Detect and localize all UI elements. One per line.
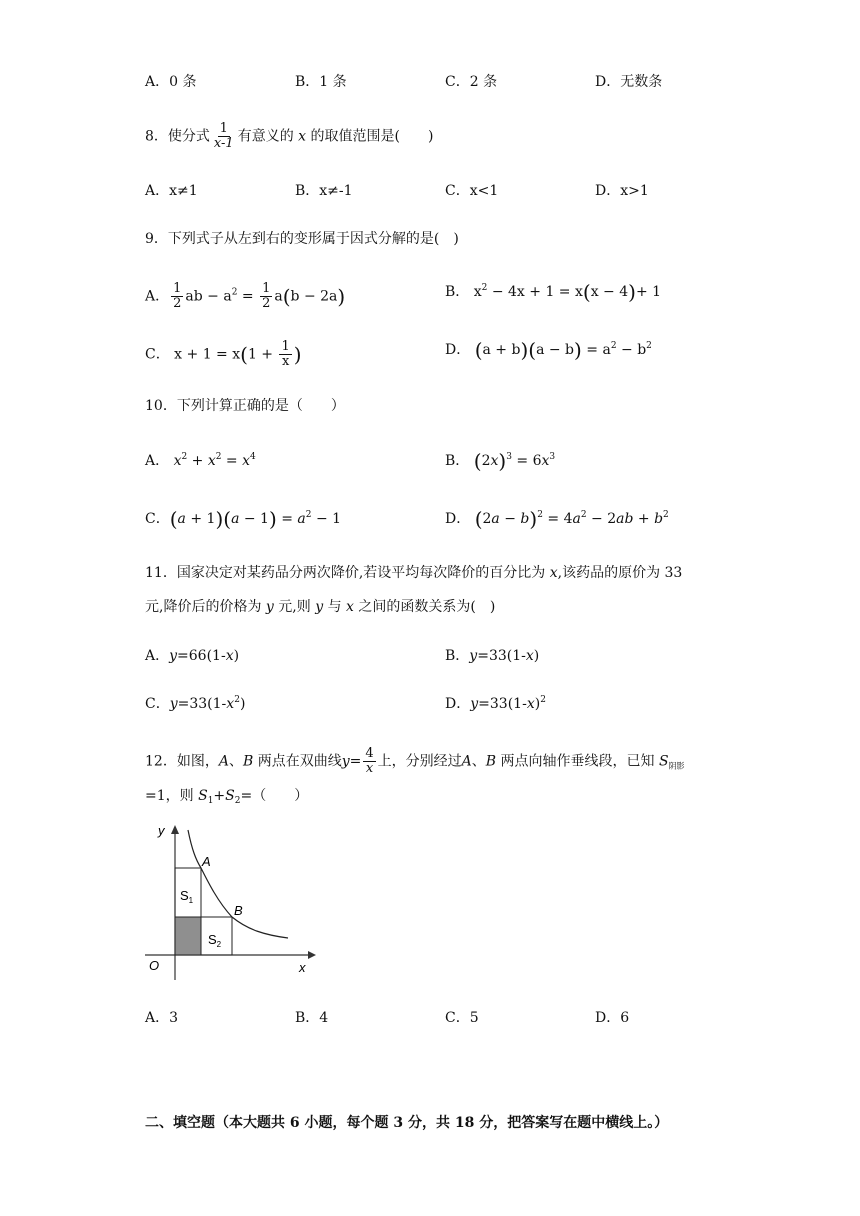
- q9-option-c: C． x + 1 = x(1 + $\frac{1}{x}$ ): [145, 339, 302, 369]
- q11-option-a: A．y=66(1-x): [145, 648, 240, 664]
- q11-option-c: C．$y=33(1-x^2)$: [145, 695, 246, 712]
- q7-option-d: D．无数条: [595, 74, 663, 90]
- q8-option-b: B．x≠-1: [295, 183, 353, 199]
- q11-stem-line1: 11．国家决定对某药品分两次降价,若设平均每次降价的百分比为 x,该药品的原价为 33: [145, 565, 683, 581]
- q10-option-c: C．$(a + 1)(a - 1) = a^2 - 1$: [145, 507, 342, 531]
- q10-option-a: A． $x^2 + x^2 = x^4$: [145, 452, 256, 469]
- q9-option-d: D． $(a + b)(a - b) = a^2 - b^2$: [445, 338, 652, 362]
- x-label: x: [299, 960, 306, 975]
- point-a-label: A: [202, 854, 211, 869]
- q10-option-b: B． $(2x)^3 = 6x^3$: [445, 449, 556, 473]
- q9-option-a: A． $\frac{1}{2}$ ab − $a^2$ = $\frac{1}{2}$ a(b − 2a): [145, 281, 346, 311]
- s2-label: $S_2$: [208, 932, 222, 949]
- q11-stem-line2: 元,降价后的价格为 y 元,则 y 与 x 之间的函数关系为( ): [145, 599, 496, 615]
- q7-option-c: C．2 条: [445, 74, 498, 90]
- q7-option-b: B．1 条: [295, 74, 347, 90]
- q11-option-b: B．y=33(1-x): [445, 648, 540, 664]
- q12-stem-line2: =1，则 $S_1+S_2=$（ ）: [145, 788, 309, 806]
- q8-option-a: A．x≠1: [145, 183, 198, 199]
- q10-option-d: D． $(2a - b)^2 = 4a^2 - 2ab + b^2$: [445, 507, 669, 531]
- y-axis-arrow: [171, 825, 179, 834]
- q8-option-d: D．x>1: [595, 183, 649, 199]
- section-2-heading: 二、填空题（本大题共 6 小题，每个题 3 分，共 18 分，把答案写在题中横线上。）: [145, 1115, 669, 1131]
- point-b-label: B: [234, 903, 243, 918]
- q8-stem: 8．使分式 $\frac{1}{x-1}$ 有意义的 x 的取值范围是( ): [145, 121, 434, 151]
- q9-stem: 9．下列式子从左到右的变形属于因式分解的是( ): [145, 231, 459, 247]
- x-axis-arrow: [308, 951, 316, 959]
- q12-stem-line1: 12．如图，A、B 两点在双曲线y= $\frac{4}{x}$ 上，分别经过A、B 两点向轴作垂线段，已知 $S_{阴影}$: [145, 746, 685, 776]
- q11-option-d: D．$y=33(1-x)^2$: [445, 695, 546, 712]
- q12-option-d: D．6: [595, 1010, 630, 1026]
- q8-option-c: C．x<1: [445, 183, 499, 199]
- q9-option-b: B． $x^2 - 4x + 1 = x(x - 4)+ 1$: [445, 280, 662, 304]
- q10-stem: 10．下列计算正确的是（ ）: [145, 398, 345, 414]
- origin-label: O: [149, 958, 160, 973]
- s1-label: $S_1$: [180, 888, 194, 905]
- q12-option-a: A．3: [145, 1010, 179, 1026]
- q8-fraction: $\frac{1}{x-1}$: [213, 121, 234, 151]
- shaded-rect: [175, 917, 201, 955]
- q12-option-c: C．5: [445, 1010, 479, 1026]
- hyperbola-curve: [188, 830, 288, 938]
- q12-option-b: B．4: [295, 1010, 329, 1026]
- y-label: y: [158, 823, 165, 838]
- q7-option-a: A．0 条: [145, 74, 197, 90]
- q12-hyperbola-graph: [140, 820, 320, 985]
